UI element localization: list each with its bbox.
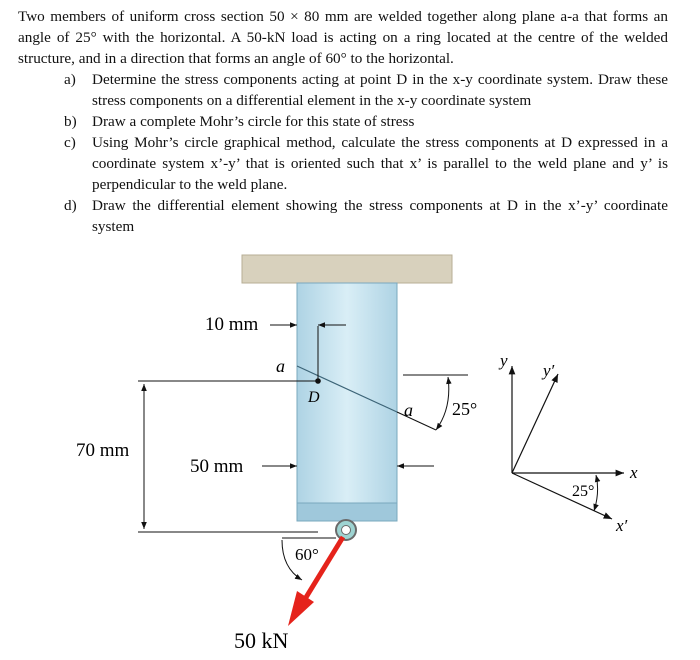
point-d-marker [315, 378, 321, 384]
part-d-text: Draw the differential element showing the stress components at D in the x’-y’ coordinate system [92, 197, 668, 235]
load-ring-hole [342, 526, 351, 535]
part-a-text: Determine the stress components acting at point D in the x-y coordinate system. Draw these stress components on a differential element in the x-y coordinate system [92, 71, 668, 109]
fixed-support [242, 255, 452, 283]
part-c-label: c) [64, 134, 76, 151]
part-c-text: Using Mohr’s circle graphical method, calculate the stress components at D expressed in a coordinate system x’-y’ that is oriented such that x’ is parallel to the weld plane and y’ is perpendicular to the weld plane. [92, 134, 668, 193]
part-d-label: d) [64, 197, 77, 214]
axis-x-label: x [630, 463, 638, 482]
axis-y-label: y [500, 351, 508, 370]
dim-10mm-label: 10 mm [205, 314, 259, 335]
axis-y-prime [512, 374, 558, 473]
weld-angle-arc [436, 377, 449, 430]
axes-angle-label: 25° [572, 483, 595, 500]
axes-angle-arc [594, 475, 598, 511]
dim-70mm-label: 70 mm [76, 440, 130, 461]
part-b-label: b) [64, 113, 77, 130]
dim-50mm-label: 50 mm [190, 456, 244, 477]
weld-angle-label: 25° [452, 399, 478, 419]
load-arrow-head [288, 591, 314, 626]
problem-intro: Two members of uniform cross section 50 × 80 mm are welded together along plane a-a that forms an angle of 25° with the horizontal. A 50-kN load is acting on a ring located at the centre of the welded structure, and in a direction that forms an angle of 60° to the horizontal. [18, 8, 668, 67]
point-d-label: D [308, 389, 320, 406]
load-label: 50 kN [234, 628, 289, 653]
weld-plane-extension [397, 412, 436, 430]
plane-label-right: a [404, 400, 413, 420]
end-plate [297, 503, 397, 521]
axis-x-prime-label: x′ [616, 516, 628, 535]
part-b-text: Draw a complete Mohr’s circle for this state of stress [92, 113, 415, 130]
part-a-label: a) [64, 71, 76, 88]
axis-y-prime-label: y′ [543, 361, 555, 380]
plane-label-left: a [276, 356, 285, 376]
load-angle-label: 60° [295, 545, 319, 564]
